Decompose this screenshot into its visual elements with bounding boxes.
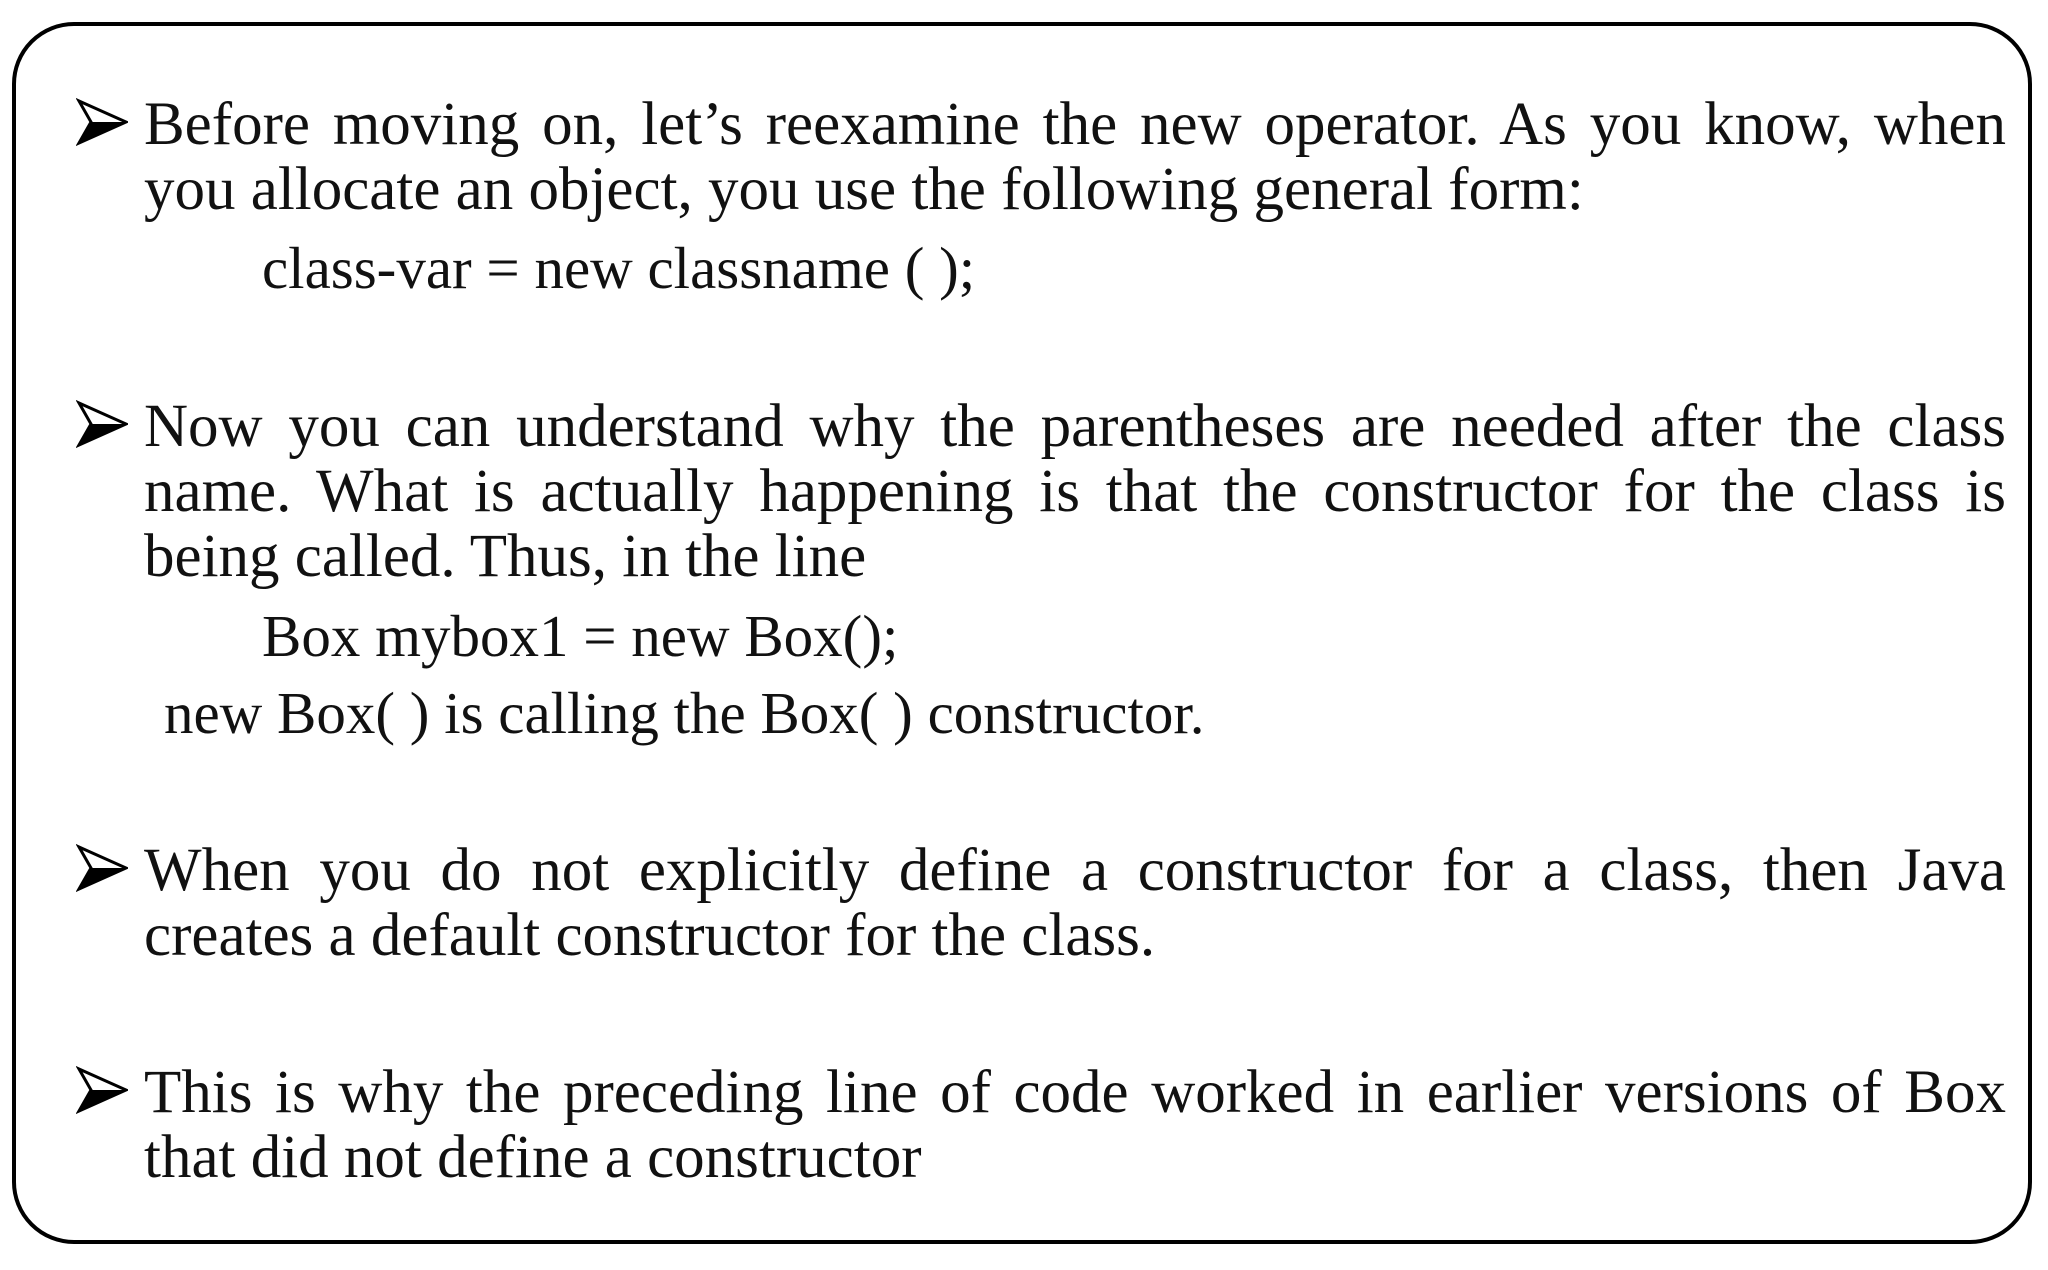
bullet-item-parentheses [76, 394, 2006, 589]
arrow-bullet-icon [76, 400, 128, 448]
bullet-text: Now you can understand why the parentheses are needed after the class name. What is actually happening is that the constructor for the class is being called. Thus, in the line [144, 393, 2006, 590]
content-box [12, 22, 2032, 1244]
bullet-item-new-operator [76, 92, 2006, 222]
bullet-item-default-constructor [76, 838, 2006, 968]
bullet-text: When you do not explicitly define a constructor for a class, then Java creates a default constructor for the class. [144, 837, 2006, 969]
code-explanation: new Box( ) is calling the Box( ) constructor. [164, 680, 1205, 746]
bullet-item-earlier-versions [76, 1060, 2006, 1190]
bullet-text: Before moving on, let’s reexamine the new operator. As you know, when you allocate an object, you use the following general form: [144, 91, 2006, 223]
arrow-bullet-icon [76, 844, 128, 892]
bullet-text: This is why the preceding line of code worked in earlier versions of Box that did not define a constructor [144, 1059, 2006, 1191]
code-example-line: Box mybox1 = new Box(); [262, 603, 899, 669]
arrow-bullet-icon [76, 1066, 128, 1114]
code-general-form: class-var = new classname ( ); [262, 235, 976, 301]
arrow-bullet-icon [76, 98, 128, 146]
